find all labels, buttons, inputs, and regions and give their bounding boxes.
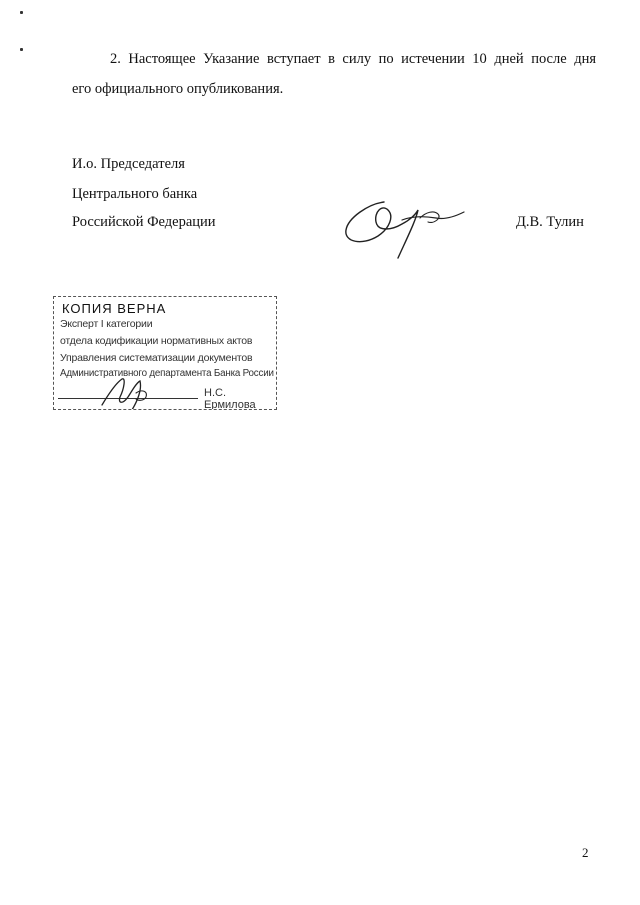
stamp-line-4: Административного департамента Банка России bbox=[60, 368, 274, 379]
scan-speck bbox=[20, 48, 23, 51]
stamp-line-3: Управления систематизации документов bbox=[60, 352, 253, 364]
paragraph-line-2: его официального опубликования. bbox=[72, 81, 284, 97]
handwritten-signature bbox=[338, 190, 468, 262]
stamp-handwritten-signature bbox=[82, 375, 192, 410]
body-paragraph bbox=[72, 44, 596, 104]
page-number: 2 bbox=[582, 845, 589, 860]
signer-title-line-3: Российской Федерации bbox=[72, 214, 216, 230]
scan-speck bbox=[20, 11, 23, 14]
stamp-title: КОПИЯ ВЕРНА bbox=[62, 301, 167, 316]
stamp-line-1: Эксперт I категории bbox=[60, 318, 153, 330]
copy-certified-stamp bbox=[53, 296, 277, 410]
stamp-line-2: отдела кодификации нормативных актов bbox=[60, 335, 253, 347]
stamp-signer-name: Н.С. Ермилова bbox=[204, 387, 256, 410]
signer-name: Д.В. Тулин bbox=[516, 214, 584, 230]
signer-title-line-1: И.о. Председателя bbox=[72, 156, 185, 172]
paragraph-line-1: 2. Настоящее Указание вступает в силу по истечении 10 дней после дня bbox=[110, 51, 596, 67]
signer-title-line-2: Центрального банка bbox=[72, 186, 198, 202]
